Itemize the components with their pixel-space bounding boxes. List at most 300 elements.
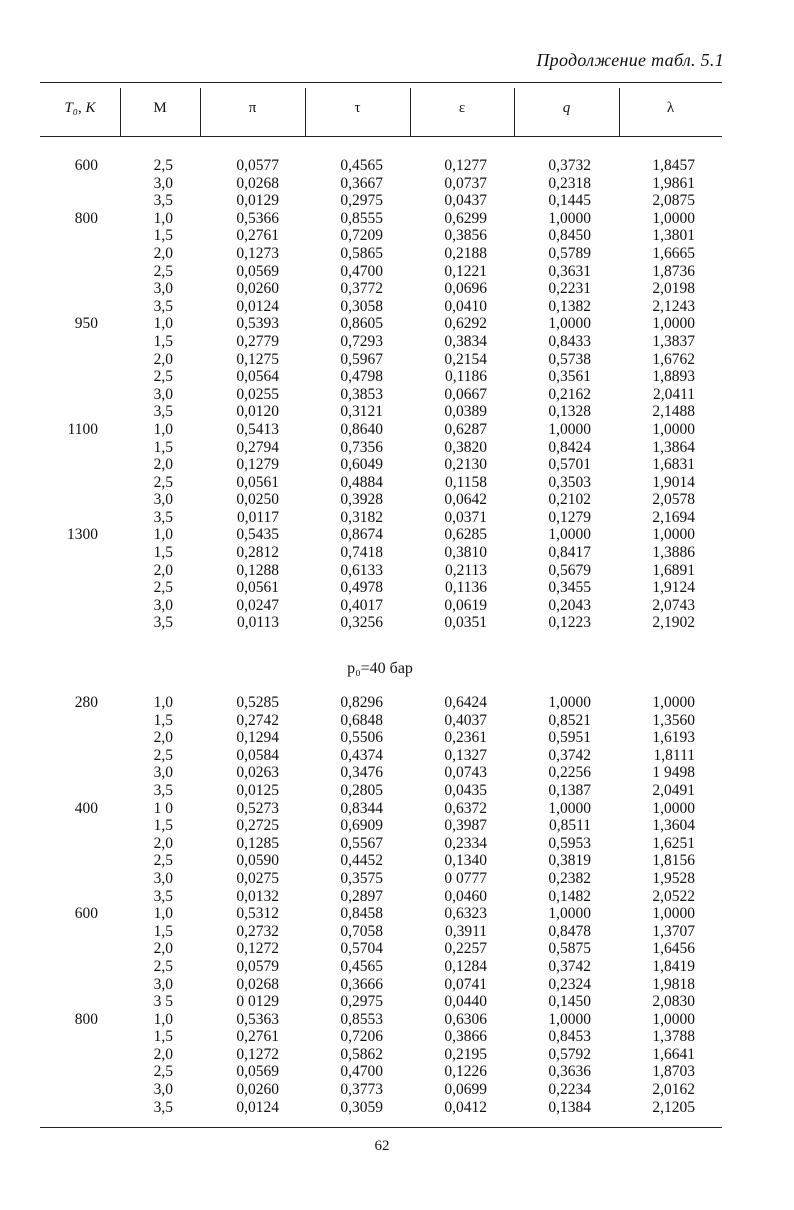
table-row	[40, 368, 730, 386]
table-cell: 2,0	[153, 729, 173, 747]
table-cell	[40, 403, 98, 421]
table-cell: 1,5	[153, 438, 173, 456]
table-cell	[40, 245, 98, 263]
table-cell: 0,0125	[236, 781, 279, 799]
table-cell: 0,1340	[444, 852, 487, 870]
table-cell: 1,6762	[652, 350, 695, 368]
table-cell: 0,4565	[340, 957, 383, 975]
table-cell: 3,5	[153, 614, 173, 632]
table-cell: 3,0	[153, 975, 173, 993]
table-cell: 0,1482	[548, 887, 591, 905]
table-row	[40, 192, 730, 210]
table-cell: 0,8450	[548, 227, 591, 245]
table-cell: 0,3853	[340, 385, 383, 403]
table-cell: 3,5	[153, 1098, 173, 1116]
table-cell: 0,0268	[236, 975, 279, 993]
table-cell: 2,0	[153, 940, 173, 958]
table-cell: 1,0	[153, 1010, 173, 1028]
table-cell: 2,0491	[652, 781, 695, 799]
table-cell: 1,6891	[652, 561, 695, 579]
table-cell: 0,7058	[340, 922, 383, 940]
table-cell: 1,6251	[652, 834, 695, 852]
table-cell: 3,0	[153, 385, 173, 403]
table-row	[40, 817, 730, 835]
table-cell: 0,8674	[340, 526, 383, 544]
table-cell: 0,2805	[340, 781, 383, 799]
table-cell: 2,0198	[652, 280, 695, 298]
table-row	[40, 888, 730, 906]
table-cell: 0,7209	[340, 227, 383, 245]
table-cell: 0,2361	[444, 729, 487, 747]
table-cell: 2,5	[153, 1063, 173, 1081]
table-cell: 1,5	[153, 817, 173, 835]
table-cell: 0,4565	[340, 157, 383, 174]
table-row	[40, 280, 730, 298]
table-cell: 800	[74, 1010, 98, 1028]
table-cell: 0,6299	[444, 209, 487, 227]
table-cell	[40, 1063, 98, 1081]
table-cell	[40, 958, 98, 976]
table-cell: 0,7356	[340, 438, 383, 456]
table-cell: 1,0000	[548, 315, 591, 333]
table-cell	[40, 852, 98, 870]
table-cell: 2,0	[153, 561, 173, 579]
table-cell: 0,3182	[340, 508, 383, 526]
table-cell: 0,3636	[548, 1063, 591, 1081]
table-cell: 1,0000	[652, 799, 695, 817]
table-cell: 0,0619	[444, 596, 487, 614]
table-cell	[40, 870, 98, 888]
table-cell: 1,0	[153, 694, 173, 711]
table-cell: 1,3886	[652, 544, 695, 562]
table-cell: 1,9528	[652, 869, 695, 887]
table-cell	[40, 386, 98, 404]
table-cell: 0,2043	[548, 596, 591, 614]
table-cell: 1,5	[153, 711, 173, 729]
table-cell	[40, 263, 98, 281]
table-cell: 1,8111	[653, 746, 695, 764]
table-cell: 0,0129	[236, 192, 279, 210]
table-cell: 0,2324	[548, 975, 591, 993]
table-cell: 2,1488	[652, 403, 695, 421]
table-cell: 0,3742	[548, 746, 591, 764]
table-cell: 2,1205	[652, 1098, 695, 1116]
table-cell: 0,2779	[236, 332, 279, 350]
table-cell: 0,0437	[444, 192, 487, 210]
table-cell: 0,2231	[548, 280, 591, 298]
table-cell: 0,2130	[444, 456, 487, 474]
table-cell: 0,0590	[236, 852, 279, 870]
table-cell: 1100	[67, 420, 98, 438]
table-row	[40, 351, 730, 369]
table-cell	[40, 474, 98, 492]
page-number: 62	[374, 1138, 390, 1154]
table-cell: 0,0260	[236, 1081, 279, 1099]
table-row	[40, 870, 730, 888]
table-cell	[40, 1028, 98, 1046]
header-lambda: λ	[666, 100, 675, 116]
table-cell: 1,3864	[652, 438, 695, 456]
table-cell: 0,0255	[236, 385, 279, 403]
table-row	[40, 712, 730, 730]
table-cell: 0,1221	[444, 262, 487, 280]
table-cell: 1,0000	[652, 209, 695, 227]
table-cell: 0,5865	[340, 244, 383, 262]
table-cell	[40, 976, 98, 994]
table-cell: 0,3667	[340, 174, 383, 192]
table-row	[40, 800, 730, 818]
header-tau: τ	[354, 100, 361, 116]
section-subheader: p₀=40 бар	[347, 660, 413, 677]
table-cell: 0,6323	[444, 905, 487, 923]
header-pi: π	[248, 100, 257, 116]
table-body-section-2	[40, 694, 730, 1116]
table-row	[40, 421, 730, 439]
table-cell: 0,1272	[236, 940, 279, 958]
table-cell: 3,5	[153, 887, 173, 905]
table-cell: 0,4978	[340, 579, 383, 597]
table-cell: 0,0561	[236, 473, 279, 491]
table-cell: 3,5	[153, 781, 173, 799]
table-cell: 0,2334	[444, 834, 487, 852]
table-cell: 0,2113	[444, 561, 487, 579]
table-cell: 3,0	[153, 764, 173, 782]
table-row	[40, 923, 730, 941]
table-cell: 0,8511	[548, 817, 591, 835]
table-cell: 0,1284	[444, 957, 487, 975]
table-cell: 0,1158	[444, 473, 487, 491]
table-cell: 1,3604	[652, 817, 695, 835]
table-cell: 0,2102	[548, 491, 591, 509]
table-cell: 0,2897	[340, 887, 383, 905]
table-cell: 0,0260	[236, 280, 279, 298]
table-cell: 0,3834	[444, 332, 487, 350]
header-epsilon: ε	[458, 100, 466, 116]
table-cell: 1,0000	[652, 526, 695, 544]
table-cell: 0,3773	[340, 1081, 383, 1099]
table-cell: 0,3742	[548, 957, 591, 975]
table-cell: 0,3819	[548, 852, 591, 870]
table-cell: 0,8296	[340, 694, 383, 711]
table-cell: 1,0000	[548, 1010, 591, 1028]
table-cell: 0,1445	[548, 192, 591, 210]
table-cell: 0,2234	[548, 1081, 591, 1099]
table-row	[40, 1046, 730, 1064]
table-cell: 0,6909	[340, 817, 383, 835]
table-cell: 0,3772	[340, 280, 383, 298]
table-cell: 0,0577	[236, 157, 279, 174]
table-cell	[40, 1099, 98, 1117]
table-cell: 0,5704	[340, 940, 383, 958]
table-cell: 3,0	[153, 491, 173, 509]
table-cell: 1,0000	[652, 315, 695, 333]
table-cell: 0,0351	[444, 614, 487, 632]
table-row	[40, 764, 730, 782]
table-row	[40, 263, 730, 281]
table-cell	[40, 764, 98, 782]
table-cell: 0,0120	[236, 403, 279, 421]
table-cell: 0 0777	[444, 869, 487, 887]
table-row	[40, 509, 730, 527]
table-cell	[40, 923, 98, 941]
table-cell: 1,6641	[652, 1045, 695, 1063]
table-cell: 0,5679	[548, 561, 591, 579]
table-cell: 0,4798	[340, 368, 383, 386]
table-cell: 0,5792	[548, 1045, 591, 1063]
table-cell: 0,5273	[236, 799, 279, 817]
table-cell	[40, 993, 98, 1011]
table-cell: 0,8433	[548, 332, 591, 350]
table-cell: 600	[74, 157, 98, 174]
table-bottom-rule	[40, 1127, 722, 1128]
table-cell: 0,1186	[444, 368, 487, 386]
table-cell	[40, 509, 98, 527]
table-cell: 0,3856	[444, 227, 487, 245]
table-row	[40, 386, 730, 404]
table-row	[40, 1011, 730, 1029]
table-row	[40, 403, 730, 421]
table-cell: 0,8640	[340, 420, 383, 438]
table-row	[40, 905, 730, 923]
table-row	[40, 298, 730, 316]
table-cell	[40, 456, 98, 474]
table-row	[40, 333, 730, 351]
table-cell: 800	[74, 209, 98, 227]
table-cell: 1,5	[153, 544, 173, 562]
table-cell: 0,0124	[236, 1098, 279, 1116]
table-cell	[40, 351, 98, 369]
table-cell	[40, 333, 98, 351]
table-cell: 0,3732	[548, 157, 591, 174]
table-cell: 2,0	[153, 456, 173, 474]
table-row	[40, 562, 730, 580]
table-cell: 0,0389	[444, 403, 487, 421]
table-cell: 0,0460	[444, 887, 487, 905]
table-cell: 1,8419	[652, 957, 695, 975]
table-row	[40, 1063, 730, 1081]
table-cell: 0,5285	[236, 694, 279, 711]
table-row	[40, 597, 730, 615]
table-cell: 0,0132	[236, 887, 279, 905]
table-cell: 0,2318	[548, 174, 591, 192]
table-cell: 0,1328	[548, 403, 591, 421]
table-cell: 1,9818	[652, 975, 695, 993]
table-row	[40, 526, 730, 544]
table-cell: 1,8736	[652, 262, 695, 280]
table-cell: 1,0000	[652, 694, 695, 711]
table-cell: 0,2761	[236, 1028, 279, 1046]
header-bottom-rule	[40, 136, 722, 137]
table-cell: 0,1275	[236, 350, 279, 368]
table-cell: 1,3788	[652, 1028, 695, 1046]
table-cell: 3,5	[153, 403, 173, 421]
table-cell: 0,5393	[236, 315, 279, 333]
table-cell: 0,1387	[548, 781, 591, 799]
table-cell	[40, 439, 98, 457]
table-cell: 0,6424	[444, 694, 487, 711]
header-t0: T₀, K	[64, 100, 96, 116]
table-cell: 1,5	[153, 227, 173, 245]
table-cell: 0,0440	[444, 993, 487, 1011]
table-cell: 0,6306	[444, 1010, 487, 1028]
table-cell: 950	[74, 315, 98, 333]
table-caption: Продолжение табл. 5.1	[536, 50, 724, 70]
table-cell: 0,5862	[340, 1045, 383, 1063]
table-row	[40, 175, 730, 193]
table-row	[40, 747, 730, 765]
table-cell: 0,5738	[548, 350, 591, 368]
table-row	[40, 1028, 730, 1046]
table-cell: 0,4374	[340, 746, 383, 764]
table-cell: 0,0579	[236, 957, 279, 975]
table-cell: 0,8553	[340, 1010, 383, 1028]
table-cell: 1,0	[153, 420, 173, 438]
table-cell: 0,3503	[548, 473, 591, 491]
table-cell: 0,5312	[236, 905, 279, 923]
table-cell: 0,0435	[444, 781, 487, 799]
table-cell: 0,1273	[236, 244, 279, 262]
table-cell: 1,6665	[652, 244, 695, 262]
table-cell: 2,5	[153, 262, 173, 280]
table-cell: 0,6287	[444, 420, 487, 438]
table-cell: 2,5	[153, 473, 173, 491]
table-cell: 0,0737	[444, 174, 487, 192]
table-cell: 0,4700	[340, 262, 383, 280]
table-cell: 0,5701	[548, 456, 591, 474]
table-cell: 0,0561	[236, 579, 279, 597]
table-cell: 0,3121	[340, 403, 383, 421]
table-cell: 0,0642	[444, 491, 487, 509]
table-row	[40, 1081, 730, 1099]
table-cell: 0,8344	[340, 799, 383, 817]
table-cell: 1,0	[153, 209, 173, 227]
table-cell: 0,1223	[548, 614, 591, 632]
table-cell: 0,3810	[444, 544, 487, 562]
table-cell: 0,2975	[340, 192, 383, 210]
table-cell: 0,1288	[236, 561, 279, 579]
table-cell: 2,5	[153, 368, 173, 386]
table-cell: 0,2812	[236, 544, 279, 562]
table-cell: 400	[74, 799, 98, 817]
table-row	[40, 157, 730, 175]
table-cell	[40, 835, 98, 853]
table-cell: 0,4700	[340, 1063, 383, 1081]
table-cell: 0,7418	[340, 544, 383, 562]
table-cell: 0,6049	[340, 456, 383, 474]
table-row	[40, 456, 730, 474]
table-cell: 0,5953	[548, 834, 591, 852]
table-cell: 0,0569	[236, 262, 279, 280]
table-cell	[40, 544, 98, 562]
table-cell: 0,2382	[548, 869, 591, 887]
table-cell	[40, 747, 98, 765]
table-cell: 1,0	[153, 905, 173, 923]
table-cell: 0,3820	[444, 438, 487, 456]
table-cell: 0,0699	[444, 1081, 487, 1099]
table-cell: 0,3059	[340, 1098, 383, 1116]
table-cell	[40, 227, 98, 245]
table-cell	[40, 940, 98, 958]
table-cell: 1,0000	[652, 420, 695, 438]
table-cell: 2,0	[153, 244, 173, 262]
table-cell: 3,5	[153, 297, 173, 315]
table-row	[40, 958, 730, 976]
table-cell: 0,0743	[444, 764, 487, 782]
table-body-section-1	[40, 157, 730, 632]
table-cell: 1,6193	[652, 729, 695, 747]
table-row	[40, 614, 730, 632]
table-cell: 0,8458	[340, 905, 383, 923]
table-cell: 0,3987	[444, 817, 487, 835]
table-cell: 1,0000	[548, 526, 591, 544]
table-cell: 0,1279	[548, 508, 591, 526]
table-row	[40, 474, 730, 492]
table-cell: 0,3928	[340, 491, 383, 509]
table-cell: 1,3560	[652, 711, 695, 729]
table-cell: 0,2257	[444, 940, 487, 958]
table-row	[40, 729, 730, 747]
table-cell	[40, 614, 98, 632]
table-cell: 0,4037	[444, 711, 487, 729]
table-cell	[40, 712, 98, 730]
table-cell	[40, 175, 98, 193]
table-cell: 2,0411	[652, 385, 695, 403]
table-cell: 0,3666	[340, 975, 383, 993]
table-cell: 0,8424	[548, 438, 591, 456]
table-cell: 0,1226	[444, 1063, 487, 1081]
table-cell	[40, 729, 98, 747]
table-cell: 0,2188	[444, 244, 487, 262]
table-cell: 0,0667	[444, 385, 487, 403]
table-cell	[40, 782, 98, 800]
table-cell: 0,2975	[340, 993, 383, 1011]
table-cell: 3,5	[153, 192, 173, 210]
table-cell: 0,7206	[340, 1028, 383, 1046]
table-cell: 2,0	[153, 350, 173, 368]
table-cell: 2,5	[153, 157, 173, 174]
table-cell	[40, 817, 98, 835]
table-row	[40, 439, 730, 457]
table-row	[40, 544, 730, 562]
table-cell: 0,4017	[340, 596, 383, 614]
table-row	[40, 210, 730, 228]
table-cell: 1,3707	[652, 922, 695, 940]
table-cell: 1,9861	[652, 174, 695, 192]
table-cell: 0,5875	[548, 940, 591, 958]
table-cell: 0,2154	[444, 350, 487, 368]
table-row	[40, 835, 730, 853]
table-cell: 0,8605	[340, 315, 383, 333]
table-cell: 1300	[67, 526, 98, 544]
table-cell	[40, 562, 98, 580]
table-cell: 0,0564	[236, 368, 279, 386]
table-cell: 0,2162	[548, 385, 591, 403]
table-cell: 1,0000	[652, 1010, 695, 1028]
table-cell: 0,5366	[236, 209, 279, 227]
table-cell: 1,0	[153, 315, 173, 333]
table-cell: 1,0000	[548, 905, 591, 923]
table-cell: 0,3058	[340, 297, 383, 315]
table-cell: 2,0875	[652, 192, 695, 210]
table-cell: 0,0696	[444, 280, 487, 298]
table-cell: 0,6372	[444, 799, 487, 817]
table-cell: 1,0000	[548, 694, 591, 711]
table-cell	[40, 888, 98, 906]
table-cell: 0,2725	[236, 817, 279, 835]
table-cell: 3,0	[153, 596, 173, 614]
table-cell: 1,8893	[652, 368, 695, 386]
table-row	[40, 491, 730, 509]
